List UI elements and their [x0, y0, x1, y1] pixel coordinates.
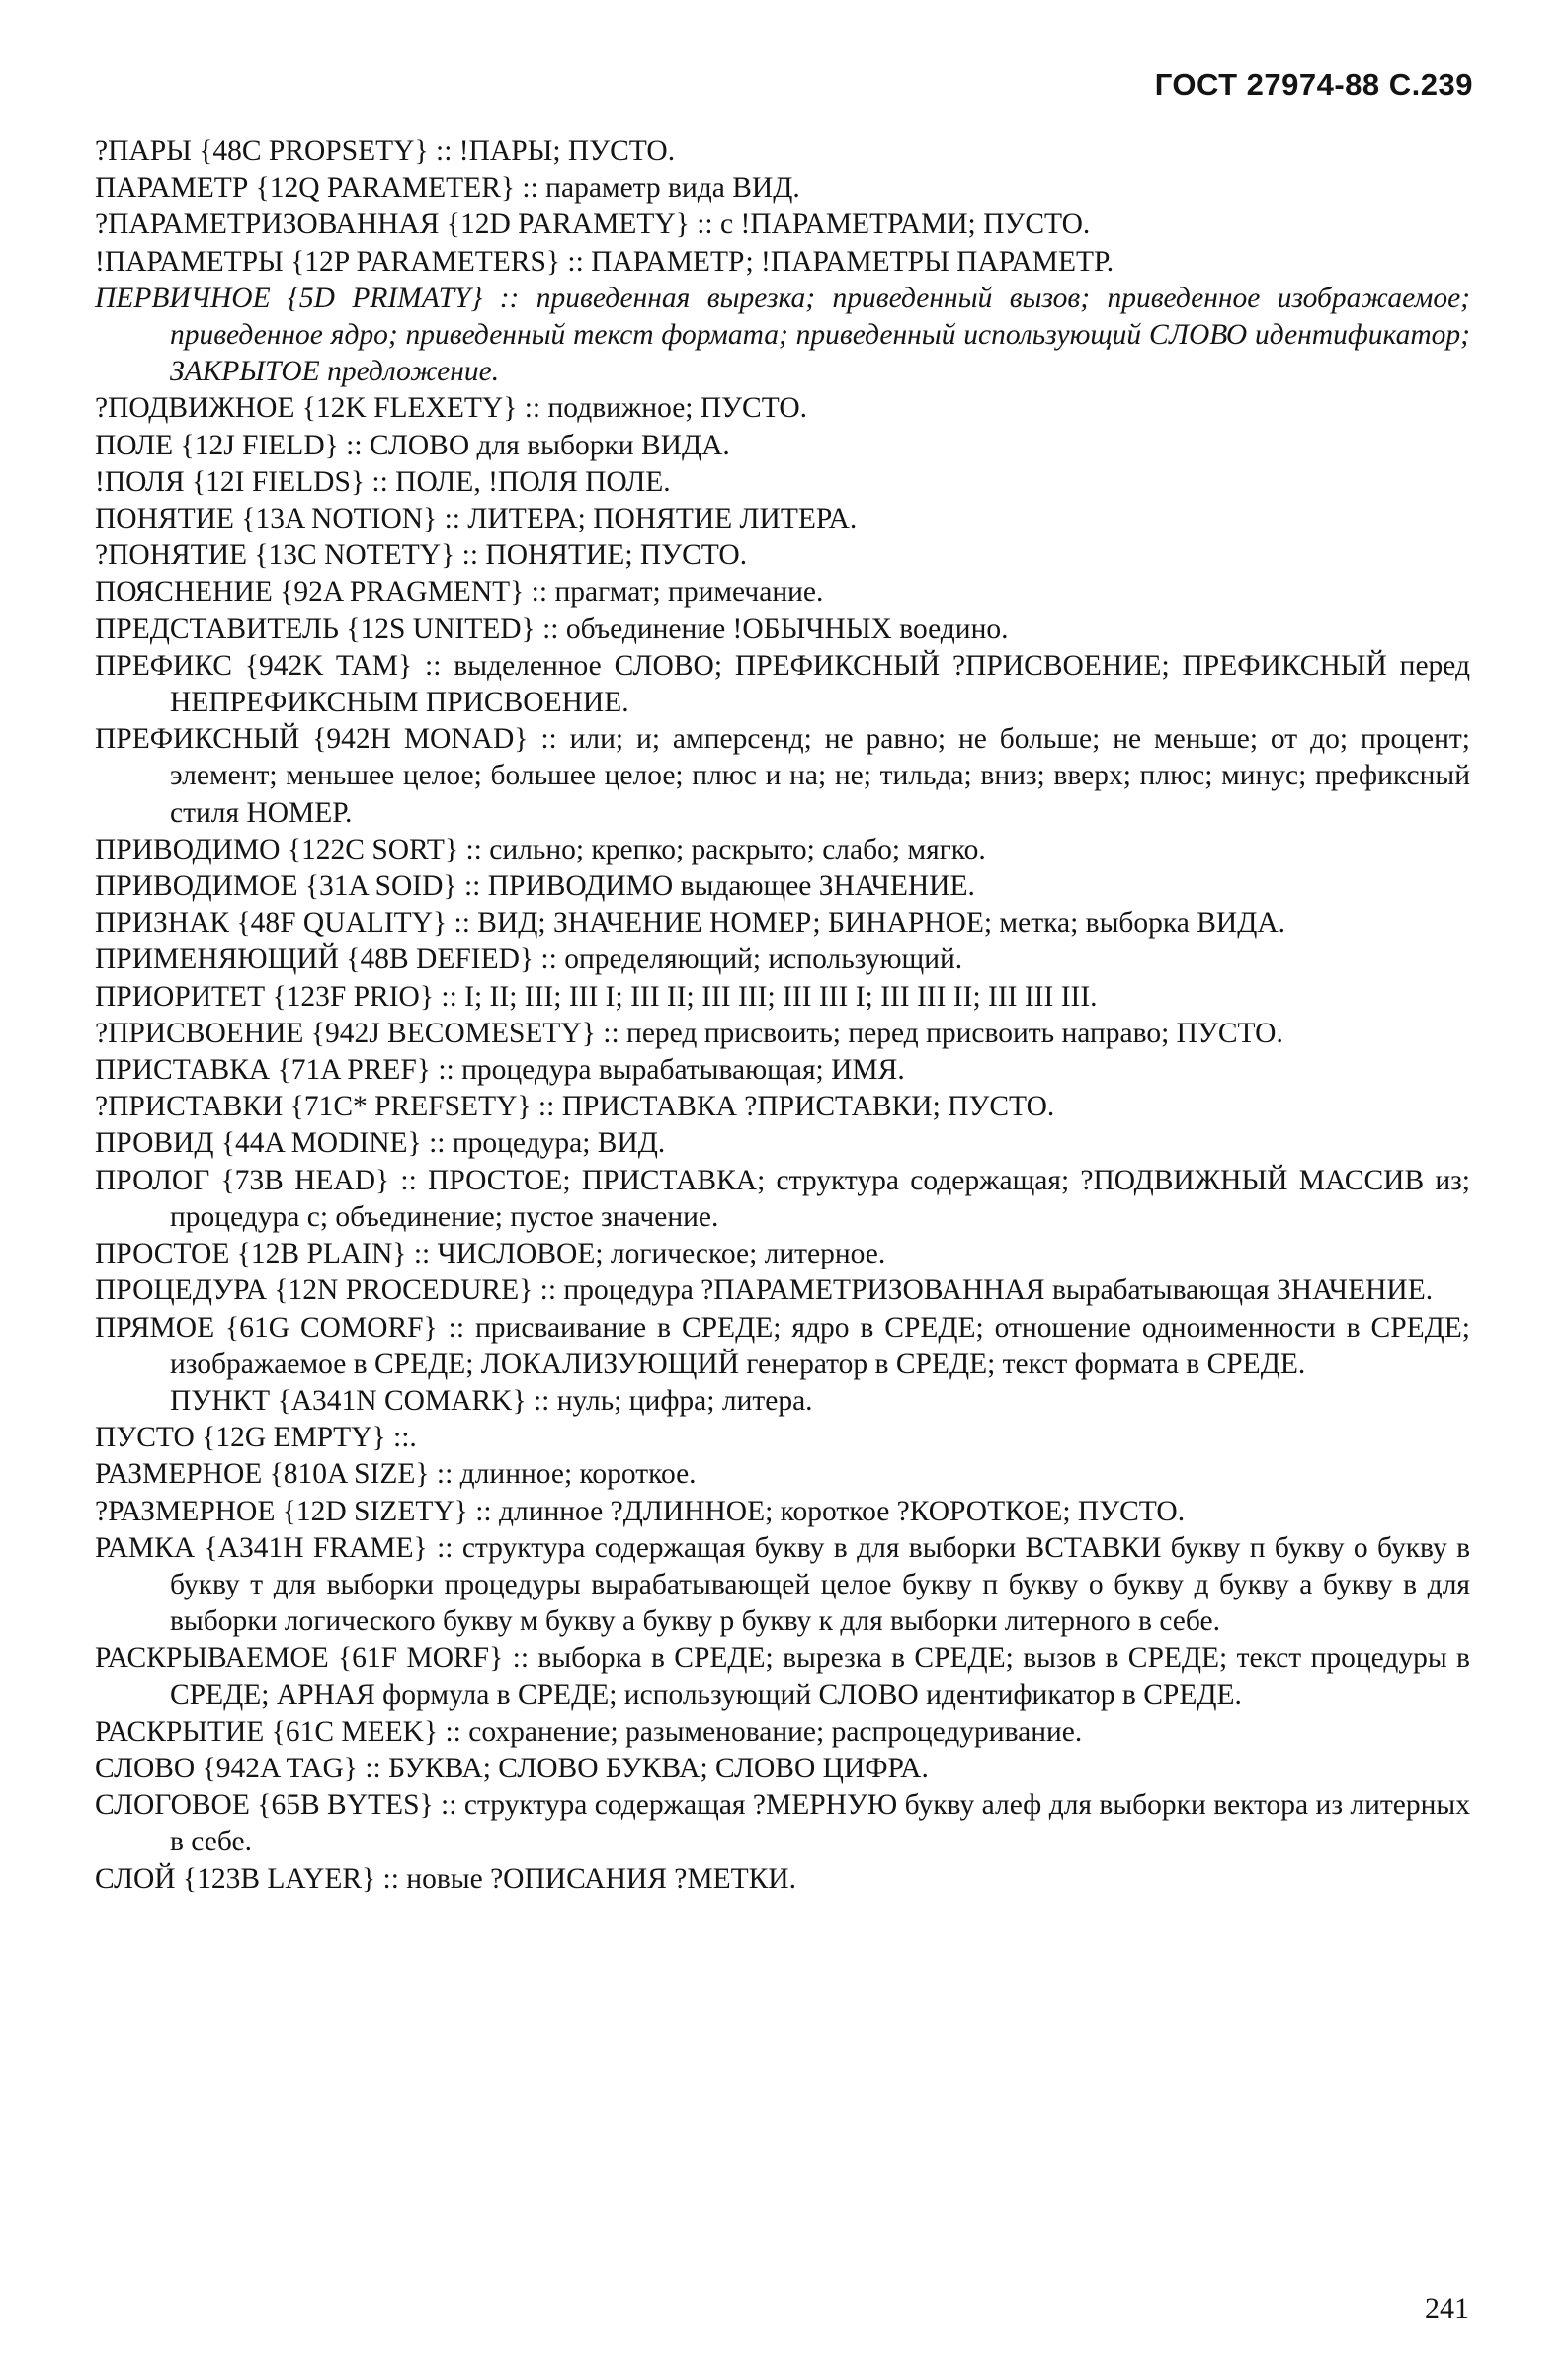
- entry-layer: СЛОЙ {123B LAYER} :: новые ?ОПИСАНИЯ ?МЕТКИ.: [95, 1862, 796, 1895]
- entry-parameter: ПАРАМЕТР {12Q PARAMETER} :: параметр вида ВИД.: [95, 172, 800, 205]
- entry-comorf: ПРЯМОЕ {61G COMORF} :: присваивание в СРЕДЕ; ядро в СРЕДЕ; отношение одноименности в СРЕДЕ; изображаемое в СРЕДЕ; ЛОКАЛИЗУЮЩИЙ генератор в СРЕДЕ; текст формата в СРЕДЕ.: [95, 1311, 1470, 1380]
- entry-becomesety: ?ПРИСВОЕНИЕ {942J BECOMESETY} :: перед присвоить; перед присвоить направо; ПУСТО.: [95, 1017, 1283, 1049]
- entry-tag: СЛОВО {942A TAG} :: БУКВА; СЛОВО БУКВА; СЛОВО ЦИФРА.: [95, 1752, 929, 1784]
- entry-frame: РАМКА {A341H FRAME} :: структура содержащая букву в для выборки ВСТАВКИ букву п букву о букву в букву т для выборки процедуры вырабатывающей целое букву п букву о букву д букву а букву в для выборки логического букву м букву а букву р букву к для выборки литерного в себе.: [95, 1531, 1470, 1638]
- entry-defied: ПРИМЕНЯЮЩИЙ {48B DEFIED} :: определяющий; использующий.: [95, 943, 963, 976]
- entry-prefsety: ?ПРИСТАВКИ {71C* PREFSETY} :: ПРИСТАВКА ?ПРИСТАВКИ; ПУСТО.: [95, 1091, 1055, 1123]
- entry-parametry: ?ПАРАМЕТРИЗОВАННАЯ {12D PARAMETY} :: с !ПАРАМЕТРАМИ; ПУСТО.: [95, 208, 1091, 241]
- entry-sort: ПРИВОДИМО {122C SORT} :: сильно; крепко; раскрыто; слабо; мягко.: [95, 833, 986, 865]
- glossary-body: [95, 133, 1470, 1898]
- entry-bytes: СЛОГОВОЕ {65B BYTES} :: структура содержащая ?МЕРНУЮ букву алеф для выборки вектора из литерных в себе.: [95, 1789, 1470, 1858]
- entry-monad: ПРЕФИКСНЫЙ {942H MONAD} :: или; и; амперсенд; не равно; не больше; не меньше; от до; процент; элемент; меньшее целое; большее целое; плюс и на; не; тильда; вниз; вверх; плюс; минус; префиксный стиля НОМЕР.: [95, 723, 1470, 829]
- entry-united: ПРЕДСТАВИТЕЛЬ {12S UNITED} :: объединение !ОБЫЧНЫХ воедино.: [95, 613, 1009, 645]
- entry-size: РАЗМЕРНОЕ {810A SIZE} :: длинное; короткое.: [95, 1458, 697, 1491]
- entry-meek: РАСКРЫТИЕ {61C MEEK} :: сохранение; разыменование; распроцедуривание.: [95, 1715, 1083, 1748]
- entry-parameters: !ПАРАМЕТРЫ {12P PARAMETERS} :: ПАРАМЕТР; !ПАРАМЕТРЫ ПАРАМЕТР.: [95, 245, 1114, 278]
- entry-quality: ПРИЗНАК {48F QUALITY} :: ВИД; ЗНАЧЕНИЕ НОМЕР; БИНАРНОЕ; метка; выборка ВИДА.: [95, 907, 1286, 940]
- page-header: ГОСТ 27974-88 С.239: [1154, 67, 1473, 102]
- entry-propsety: ?ПАРЫ {48C PROPSETY} :: !ПАРЫ; ПУСТО.: [95, 135, 676, 167]
- entry-modine: ПРОВИД {44A MODINE} :: процедура; ВИД.: [95, 1127, 666, 1160]
- entry-pragment: ПОЯСНЕНИЕ {92A PRAGMENT} :: прагмат; примечание.: [95, 576, 824, 609]
- entry-head: ПРОЛОГ {73B HEAD} :: ПРОСТОЕ; ПРИСТАВКА; структура содержащая; ?ПОДВИЖНЫЙ МАССИВ из; процедура с; объединение; пустое значение.: [95, 1164, 1470, 1233]
- entry-primaty: ПЕРВИЧНОЕ {5D PRIMATY} :: приведенная вырезка; приведенный вызов; приведенное изображаемое; приведенное ядро; приведенный текст формата; приведенный использующий СЛОВО идентификатор; ЗАКРЫТОЕ предложение.: [95, 282, 1470, 388]
- entry-procedure: ПРОЦЕДУРА {12N PROCEDURE} :: процедура ?ПАРАМЕТРИЗОВАННАЯ вырабатывающая ЗНАЧЕНИЕ.: [95, 1274, 1434, 1307]
- page-number: 241: [1425, 2292, 1469, 2325]
- entry-comark: ПУНКТ {A341N COMARK} :: нуль; цифра; литера.: [170, 1384, 813, 1417]
- entry-pref: ПРИСТАВКА {71A PREF} :: процедура вырабатывающая; ИМЯ.: [95, 1054, 905, 1087]
- entry-empty: ПУСТО {12G EMPTY} ::.: [95, 1422, 417, 1454]
- entry-notety: ?ПОНЯТИЕ {13C NOTETY} :: ПОНЯТИЕ; ПУСТО.: [95, 539, 748, 572]
- entry-morf: РАСКРЫВАЕМОЕ {61F MORF} :: выборка в СРЕДЕ; вырезка в СРЕДЕ; вызов в СРЕДЕ; текст процедуры в СРЕДЕ; АРНАЯ формула в СРЕДЕ; использующий СЛОВО идентификатор в СРЕДЕ.: [95, 1642, 1470, 1711]
- entry-plain: ПРОСТОЕ {12B PLAIN} :: ЧИСЛОВОЕ; логическое; литерное.: [95, 1238, 886, 1270]
- entry-flexety: ?ПОДВИЖНОЕ {12K FLEXETY} :: подвижное; ПУСТО.: [95, 392, 808, 425]
- entry-field: ПОЛЕ {12J FIELD} :: СЛОВО для выборки ВИДА.: [95, 429, 730, 461]
- entry-sizety: ?РАЗМЕРНОЕ {12D SIZETY} :: длинное ?ДЛИННОЕ; короткое ?КОРОТКОЕ; ПУСТО.: [95, 1495, 1186, 1527]
- entry-notion: ПОНЯТИЕ {13A NOTION} :: ЛИТЕРА; ПОНЯТИЕ ЛИТЕРА.: [95, 503, 858, 535]
- entry-soid: ПРИВОДИМОЕ {31A SOID} :: ПРИВОДИМО выдающее ЗНАЧЕНИЕ.: [95, 870, 975, 903]
- entry-prio: ПРИОРИТЕТ {123F PRIO} :: I; II; III; III I; III II; III III; III III I; III III II; III III III.: [95, 980, 1098, 1013]
- entry-tam: ПРЕФИКС {942K TAM} :: выделенное СЛОВО; ПРЕФИКСНЫЙ ?ПРИСВОЕНИЕ; ПРЕФИКСНЫЙ перед НЕПРЕФИКСНЫМ ПРИСВОЕНИЕ.: [95, 649, 1470, 719]
- entry-fields: !ПОЛЯ {12I FIELDS} :: ПОЛЕ, !ПОЛЯ ПОЛЕ.: [95, 465, 671, 498]
